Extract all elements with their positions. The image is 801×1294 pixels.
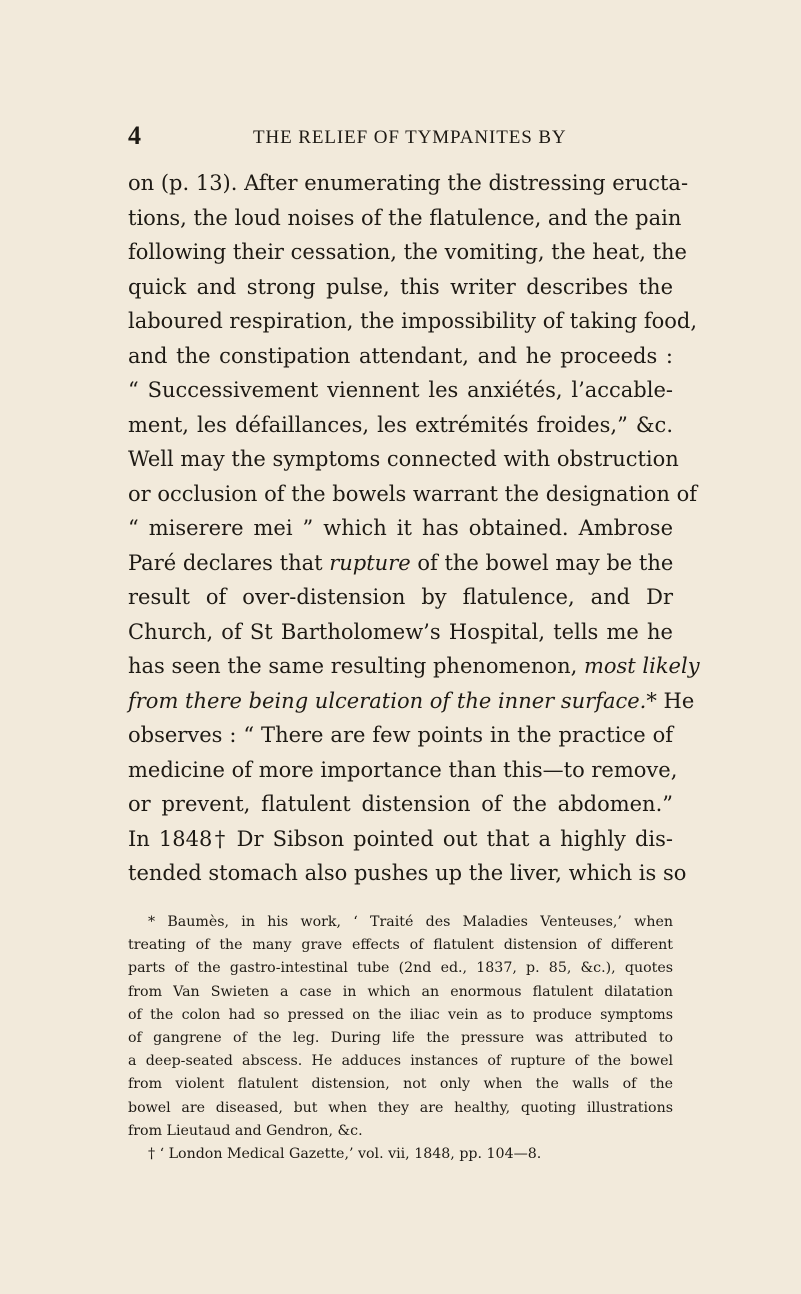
footnote-line: bowel are diseased, but when they are healthy, quoting illustrations bbox=[128, 1099, 673, 1116]
text-line: result of over-distension by flatulence, and Dr bbox=[128, 585, 673, 609]
text-segment: has seen the same resulting phenomenon, bbox=[128, 654, 584, 678]
text-line: on (p. 13). After enumerating the distressing eructa- bbox=[128, 171, 689, 195]
footnote-line: from Van Swieten a case in which an enormous flatulent dilatation bbox=[128, 983, 673, 1000]
footnote-line: treating of the many grave effects of flatulent distension of different bbox=[128, 937, 673, 954]
text-line-mixed bbox=[128, 649, 700, 684]
footnote-dagger: † ‘ London Medical Gazette,’ vol. vii, 1848, pp. 104—8. bbox=[148, 1145, 542, 1162]
text-line: Well may the symptoms connected with obstruction bbox=[128, 447, 679, 471]
footnote-line: from violent flatulent distension, not only when the walls of the bbox=[128, 1076, 673, 1093]
footnote-line: * Baumès, in his work, ‘ Traité des Maladies Venteuses,’ when bbox=[148, 914, 673, 930]
italic-text: rupture bbox=[329, 550, 411, 575]
page-header bbox=[128, 121, 673, 151]
footnotes bbox=[128, 911, 673, 1166]
italic-text: most likely bbox=[583, 654, 700, 678]
text-line: following their cessation, the vomiting, the heat, the bbox=[128, 240, 687, 264]
footnote-mark: * bbox=[646, 688, 657, 713]
text-segment: He bbox=[656, 688, 695, 713]
text-line: quick and strong pulse, this writer describes the bbox=[128, 274, 673, 299]
footnote-line: from Lieutaud and Gendron, &c. bbox=[128, 1122, 363, 1139]
text-line: tended stomach also pushes up the liver, which is so bbox=[128, 861, 687, 885]
text-segment: Paré declares that bbox=[128, 550, 330, 575]
text-line: laboured respiration, the impossibility of taking food, bbox=[128, 309, 697, 333]
footnote-line: of the colon had so pressed on the iliac vein as to produce symptoms bbox=[128, 1006, 673, 1023]
text-line: tions, the loud noises of the flatulence, and the pain bbox=[128, 205, 682, 230]
body-text bbox=[128, 166, 700, 891]
running-head: THE RELIEF OF TYMPANITES BY bbox=[253, 127, 567, 148]
text-segment: of the bowel may be the bbox=[410, 550, 674, 575]
text-line: or occlusion of the bowels warrant the designation of bbox=[128, 481, 697, 506]
footnote-line: a deep-seated abscess. He adduces instances of rupture of the bowel bbox=[128, 1053, 673, 1070]
text-line: or prevent, flatulent distension of the abdomen.” bbox=[128, 792, 673, 816]
text-line: Church, of St Bartholomew’s Hospital, tells me he bbox=[128, 619, 673, 644]
footnote-line: of gangrene of the leg. During life the pressure was attributed to bbox=[128, 1029, 673, 1046]
text-line: “ Successivement viennent les anxiétés, l’accable- bbox=[128, 378, 673, 402]
text-line: and the constipation attendant, and he proceeds : bbox=[128, 343, 673, 368]
text-line: medicine of more importance than this—to remove, bbox=[128, 757, 678, 782]
text-line-mixed bbox=[128, 546, 673, 581]
footnote-line: parts of the gastro-intestinal tube (2nd ed., 1837, p. 85, &c.), quotes bbox=[128, 960, 673, 977]
text-line: observes : “ There are few points in the practice of bbox=[128, 723, 673, 747]
italic-text: from there being ulceration of the inner surface. bbox=[128, 688, 647, 713]
page-number: 4 bbox=[128, 121, 141, 150]
text-line-mixed bbox=[128, 684, 695, 719]
text-line: “ miserere mei ” which it has obtained. Ambrose bbox=[128, 516, 673, 540]
text-line: ment, les défaillances, les extrémités froides,” &c. bbox=[128, 412, 673, 437]
text-line: In 1848† Dr Sibson pointed out that a highly dis- bbox=[128, 826, 673, 851]
